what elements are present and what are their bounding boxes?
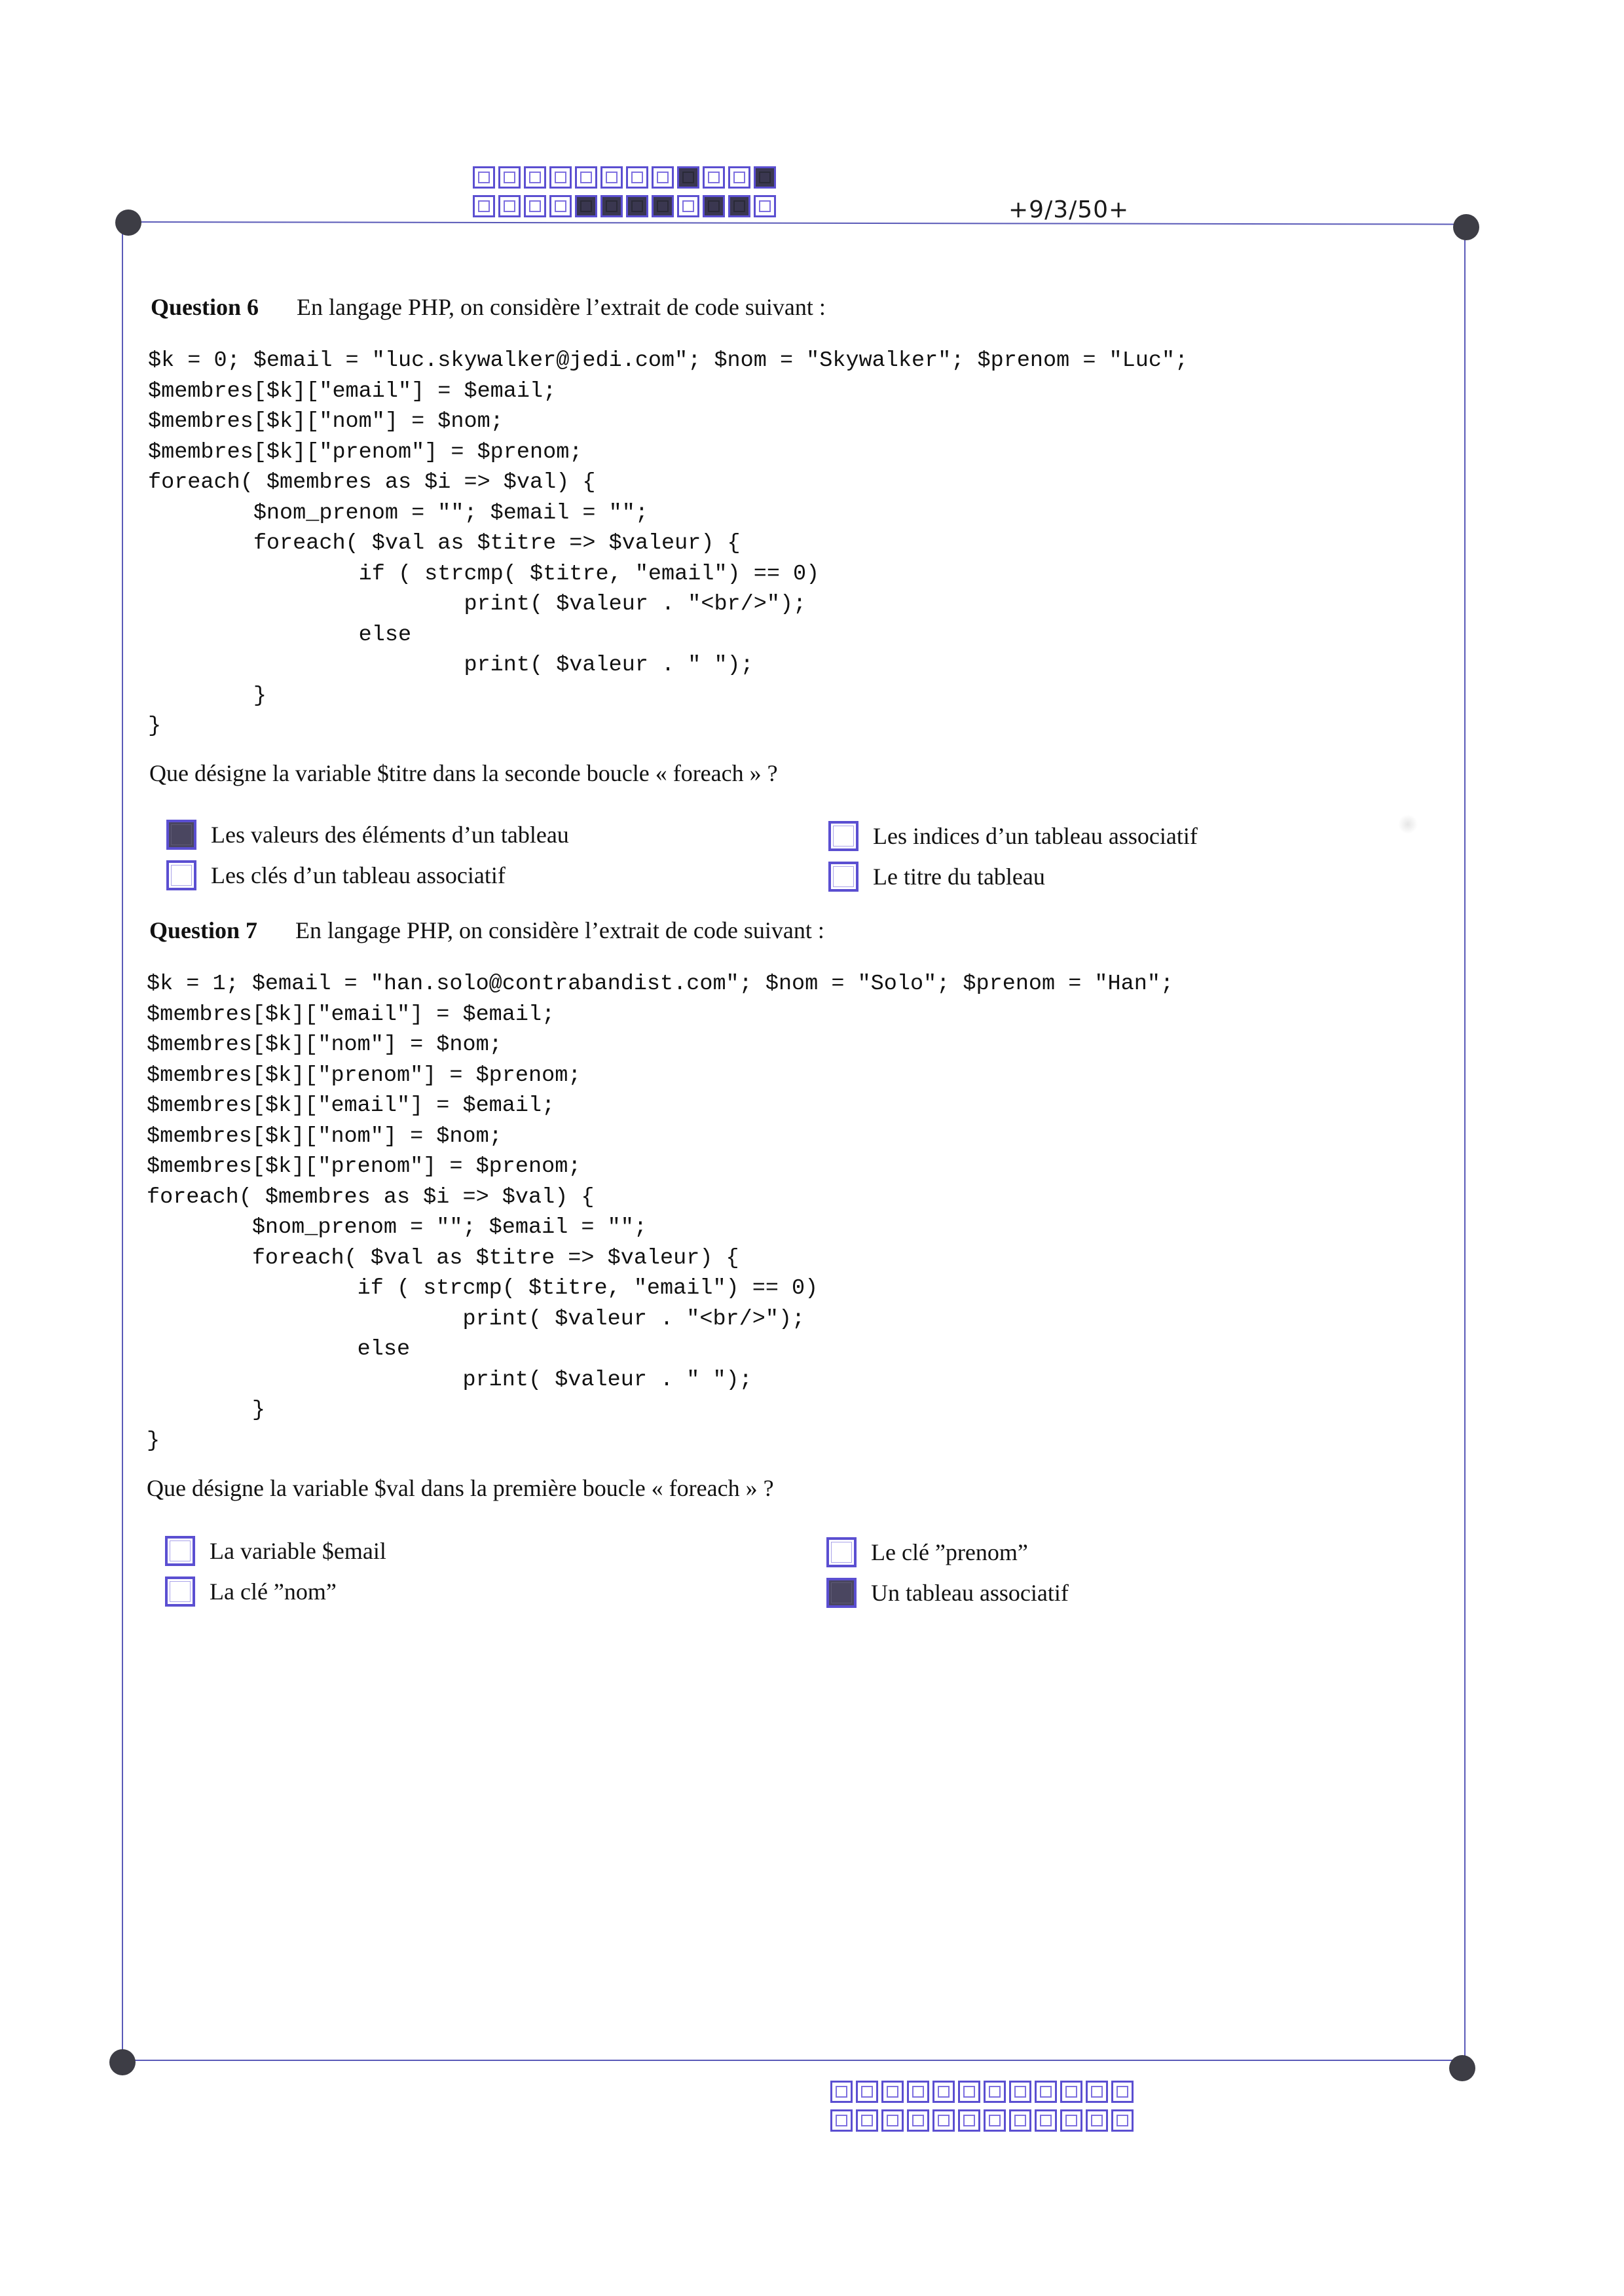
frame-right-line — [1464, 227, 1466, 2060]
bit-square — [856, 2081, 878, 2103]
question-7-intro: En langage PHP, on considère l’extrait de code suivant : — [295, 917, 824, 943]
question-7-number: Question 7 — [149, 917, 258, 943]
bit-square — [881, 2109, 904, 2132]
bit-square — [1035, 2081, 1057, 2103]
question-6-header — [151, 293, 826, 321]
bit-square — [856, 2109, 878, 2132]
top-bits-row1 — [473, 166, 779, 189]
bit-square — [932, 2081, 955, 2103]
q6-choice-1[interactable] — [166, 820, 569, 850]
question-6-intro: En langage PHP, on considère l’extrait de code suivant : — [297, 294, 826, 320]
bit-square — [703, 166, 725, 189]
q6-choice-1-label: Les valeurs des éléments d’un tableau — [211, 822, 569, 848]
bit-square — [1086, 2109, 1108, 2132]
bit-square — [473, 195, 495, 217]
question-7-prompt: Que désigne la variable $val dans la première boucle « foreach » ? — [147, 1475, 774, 1501]
bit-square — [626, 195, 648, 217]
corner-mark-bottom-left — [109, 2049, 136, 2075]
q6-checkbox-2[interactable] — [828, 821, 858, 851]
bit-square — [498, 166, 521, 189]
bit-square — [881, 2081, 904, 2103]
q7-choice-2-label: Le clé ”prenom” — [871, 1539, 1028, 1565]
bit-square — [830, 2109, 853, 2132]
top-bits-row2 — [473, 195, 779, 217]
frame-left-line — [122, 223, 123, 2061]
bit-square — [549, 166, 572, 189]
q7-checkbox-3[interactable] — [165, 1576, 195, 1607]
bit-square — [473, 166, 495, 189]
q6-choice-4[interactable] — [828, 862, 1045, 892]
q7-checkbox-2[interactable] — [826, 1537, 857, 1567]
bit-square — [932, 2109, 955, 2132]
bit-square — [984, 2109, 1006, 2132]
bit-square — [524, 166, 546, 189]
q7-choice-1-label: La variable $email — [210, 1538, 386, 1564]
question-6-code: $k = 0; $email = "luc.skywalker@jedi.com"; $nom = "Skywalker"; $prenom = "Luc"; $membres[$k]["email"] = $email; $membres[$k]["nom"] = $nom; $membres[$k]["prenom"] = $prenom; foreach( $membres as $i => $val) { $nom_prenom = ""; $email = ""; foreach( $val as $titre => $valeur) { if ( strcmp( $titre, "email") == 0) print( $valeur . "<br/>"); else print( $valeur . " "); } } — [148, 348, 1189, 738]
bit-square — [728, 195, 750, 217]
bit-square — [1086, 2081, 1108, 2103]
bit-square — [1035, 2109, 1057, 2132]
bit-square — [754, 166, 776, 189]
question-7-header — [149, 917, 824, 944]
bit-square — [984, 2081, 1006, 2103]
bit-square — [1009, 2081, 1031, 2103]
frame-bottom-line — [122, 2060, 1461, 2061]
corner-mark-top-right — [1453, 214, 1479, 240]
bit-square — [575, 166, 597, 189]
frame-top-line — [128, 221, 1467, 225]
bit-square — [600, 195, 623, 217]
scan-speck — [1398, 814, 1418, 834]
q6-checkbox-1[interactable] — [166, 820, 196, 850]
q7-choice-2[interactable] — [826, 1537, 1028, 1567]
question-6-prompt: Que désigne la variable $titre dans la seconde boucle « foreach » ? — [149, 760, 778, 786]
bit-square — [626, 166, 648, 189]
bit-square — [1111, 2081, 1134, 2103]
bit-square — [1060, 2109, 1082, 2132]
bit-square — [754, 195, 776, 217]
bit-square — [907, 2109, 929, 2132]
q6-checkbox-4[interactable] — [828, 862, 858, 892]
bit-square — [907, 2081, 929, 2103]
q7-checkbox-1[interactable] — [165, 1536, 195, 1566]
q6-choice-3-label: Les clés d’un tableau associatif — [211, 862, 506, 888]
corner-mark-bottom-right — [1449, 2055, 1475, 2081]
bit-square — [1009, 2109, 1031, 2132]
q7-choice-3[interactable] — [165, 1576, 337, 1607]
q7-choice-4[interactable] — [826, 1578, 1069, 1608]
q7-choice-4-label: Un tableau associatif — [871, 1580, 1069, 1606]
q6-choice-2-label: Les indices d’un tableau associatif — [873, 823, 1198, 849]
bit-square — [958, 2109, 980, 2132]
bit-square — [575, 195, 597, 217]
bit-square — [830, 2081, 853, 2103]
q7-choice-3-label: La clé ”nom” — [210, 1578, 337, 1605]
bit-square — [1060, 2081, 1082, 2103]
q6-choice-4-label: Le titre du tableau — [873, 864, 1045, 890]
q7-checkbox-4[interactable] — [826, 1578, 857, 1608]
bit-square — [1111, 2109, 1134, 2132]
bit-square — [677, 195, 699, 217]
bit-square — [652, 166, 674, 189]
bottom-bits-row1 — [830, 2081, 1137, 2103]
bit-square — [524, 195, 546, 217]
q6-choice-3[interactable] — [166, 860, 506, 890]
bit-square — [958, 2081, 980, 2103]
bottom-bits-row2 — [830, 2109, 1137, 2132]
bit-square — [498, 195, 521, 217]
bit-square — [703, 195, 725, 217]
bit-square — [600, 166, 623, 189]
q7-choice-1[interactable] — [165, 1536, 386, 1566]
q6-checkbox-3[interactable] — [166, 860, 196, 890]
question-7-code: $k = 1; $email = "han.solo@contrabandist.com"; $nom = "Solo"; $prenom = "Han"; $membres[$k]["email"] = $email; $membres[$k]["nom"] = $nom; $membres[$k]["prenom"] = $prenom; $membres[$k]["email"] = $email; $membres[$k]["nom"] = $nom; $membres[$k]["prenom"] = $prenom; foreach( $membres as $i => $val) { $nom_prenom = ""; $email = ""; foreach( $val as $titre => $valeur) { if ( strcmp( $titre, "email") == 0) print( $valeur . "<br/>"); else print( $valeur . " "); } } — [147, 972, 1174, 1453]
bit-square — [652, 195, 674, 217]
corner-mark-top-left — [115, 210, 141, 236]
sheet-id-code: +9/3/50+ — [1008, 196, 1130, 223]
bit-square — [677, 166, 699, 189]
q6-choice-2[interactable] — [828, 821, 1198, 851]
question-6-number: Question 6 — [151, 294, 259, 320]
bit-square — [728, 166, 750, 189]
bit-square — [549, 195, 572, 217]
